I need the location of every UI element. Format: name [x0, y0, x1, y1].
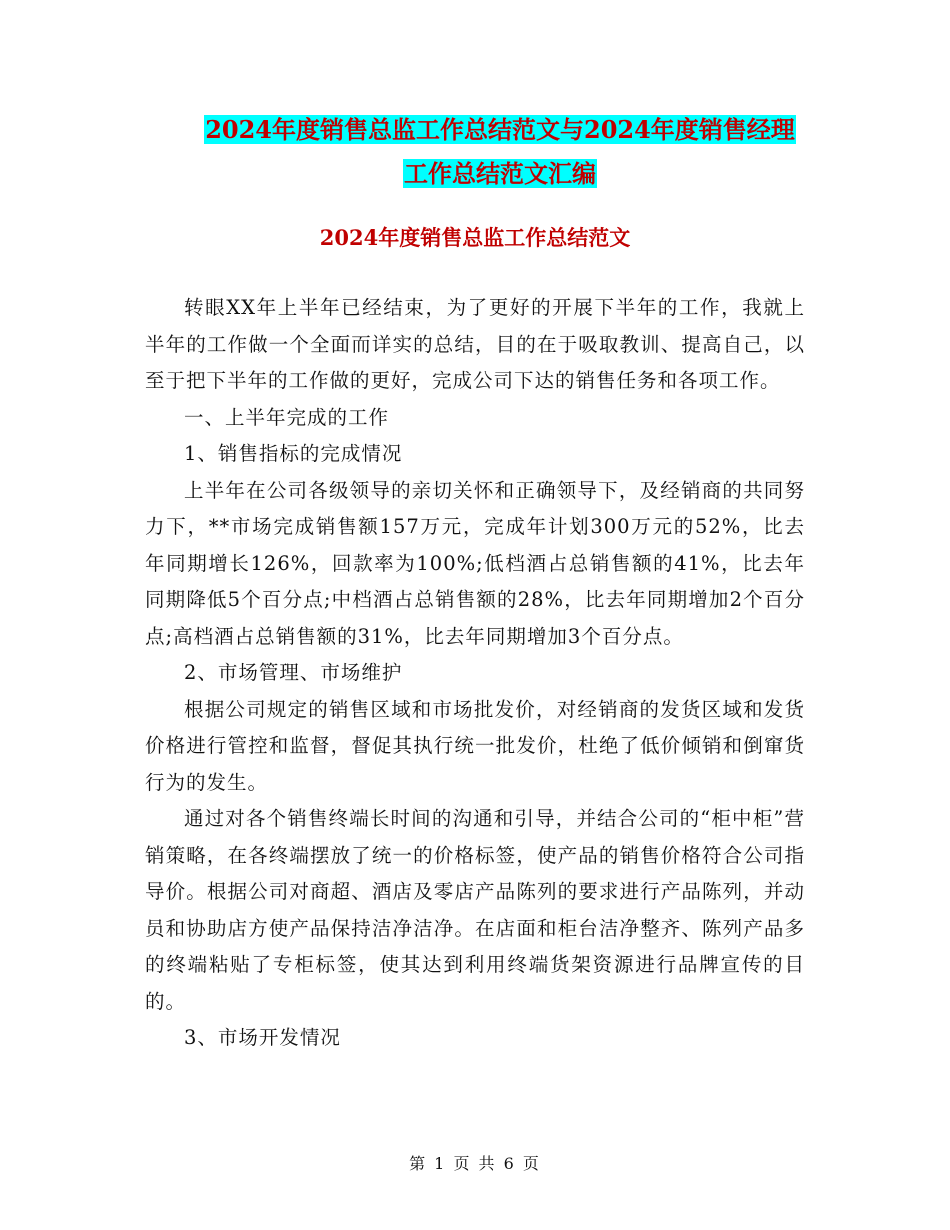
document-title-line-2 — [150, 152, 850, 196]
document-title-text-2: 工作总结范文汇编 — [404, 159, 596, 188]
page-footer: 第 1 页 共 6 页 — [409, 1154, 541, 1173]
section-title: 2024年度销售总监工作总结范文 — [319, 225, 631, 250]
document-body — [145, 290, 805, 1057]
document-title-line-1 — [150, 108, 850, 152]
heading-market-development: 3、市场开发情况 — [184, 1026, 341, 1049]
paragraph-intro: 转眼XX年上半年已经结束，为了更好的开展下半年的工作，我就上半年的工作做一个全面而详实的总结，目的在于吸取教训、提高自己，以至于把下半年的工作做的更好，完成公司下达的销售任务和各项工作。 — [145, 296, 805, 392]
heading-first-half-work: 一、上半年完成的工作 — [184, 405, 390, 429]
paragraph-sales-targets: 上半年在公司各级领导的亲切关怀和正确领导下，及经销商的共同努力下，**市场完成销售额157万元，完成年计划300万元的52%，比去年同期增长126%，回款率为100%;低档酒占总销售额的41%，比去年同期降低5个百分点;中档酒占总销售额的28%，比去年同期增加2个百分点;高档酒占总销售额的31%，比去年同期增加3个百分点。 — [145, 478, 805, 648]
paragraph-market-management: 根据公司规定的销售区域和市场批发价，对经销商的发货区域和发货价格进行管控和监督，督促其执行统一批发价，杜绝了低价倾销和倒窜货行为的发生。 — [145, 697, 805, 794]
heading-sales-targets: 1、销售指标的完成情况 — [184, 442, 403, 465]
heading-market-management: 2、市场管理、市场维护 — [184, 661, 403, 684]
paragraph-terminal-guidance: 通过对各个销售终端长时间的沟通和引导，并结合公司的“柜中柜”营销策略，在各终端摆放了统一的价格标签，使产品的销售价格符合公司指导价。根据公司对商超、酒店及零店产品陈列的要求进行产品陈列，并动员和协助店方使产品保持洁净洁净。在店面和柜台洁净整齐、陈列产品多的终端粘贴了专柜标签，使其达到利用终端货架资源进行品牌宣传的目的。 — [145, 807, 805, 1013]
document-title-text-1: 2024年度销售总监工作总结范文与2024年度销售经理 — [205, 115, 795, 144]
